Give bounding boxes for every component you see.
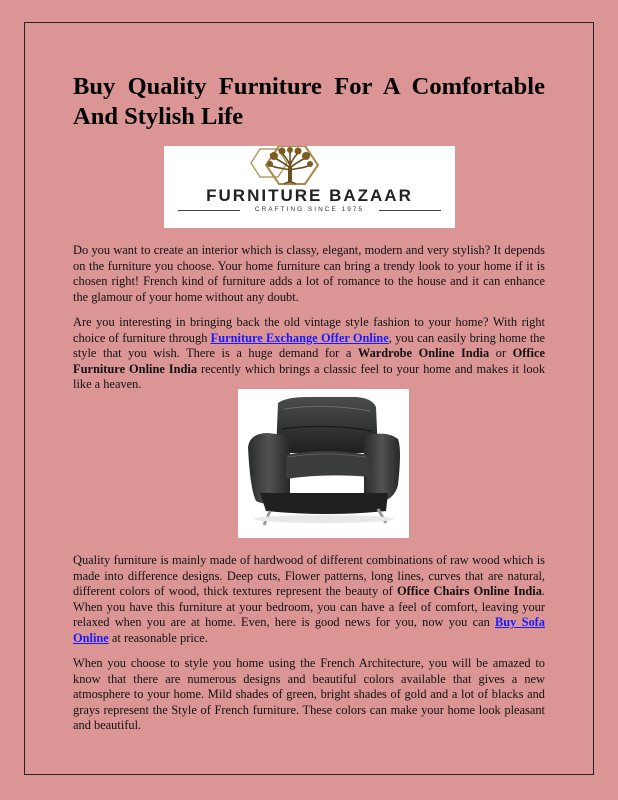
paragraph-vintage: [73, 315, 545, 393]
link-furniture-exchange-offer[interactable]: Furniture Exchange Offer Online: [210, 330, 389, 345]
paragraph-quality: [73, 553, 545, 647]
article-title: Buy Quality Furniture For A Comfortable And Stylish Life: [73, 73, 545, 130]
paragraph-intro: Do you want to create an interior which is classy, elegant, modern and very stylish? It depends on the furniture you choose. Your home furniture can bring a trendy look to your home if it is chosen right! French kind of furniture adds a lot of romance to the house and it can enhance the glamour of your home without any doubt.: [73, 243, 545, 304]
paragraph-french-style: When you choose to style you home using the French Architecture, you will be amazed to know that there are numerous designs and beautiful colors available that gives a new atmosphere to your home. Mild shades of green, bright shades of gold and a lot of blacks and grays represent the Style of French furniture. These colors can make your home look pleasant and beautiful.: [73, 656, 545, 733]
logo-wordmark: FURNITURE BAZAAR: [206, 186, 413, 205]
p2-bold-wardrobe: Wardrobe Online India: [357, 346, 490, 361]
p2-bold-office-furniture: Office Furniture Online India: [73, 346, 545, 376]
furniture-bazaar-logo: [164, 146, 455, 228]
logo-divider-right: [379, 210, 441, 211]
p2-text-2: , you can easily bring home the style that you wish. There is a huge demand for a: [73, 330, 545, 361]
article: [73, 72, 545, 132]
link-buy-sofa-online[interactable]: Buy Sofa Online: [73, 615, 545, 645]
p3-bold-office-chairs: Office Chairs Online India: [396, 584, 542, 599]
p3-text-2: . When you have this furniture at your bedroom, you can have a feel of comfort, leaving your relaxed when you are at home. Even, here is good news for you, now you can: [73, 584, 545, 630]
p2-text-4: recently which brings a classic feel to your home and makes it look like a heaven.: [73, 361, 546, 392]
p2-text-3: or: [489, 346, 513, 361]
p3-text-3: at reasonable price.: [108, 630, 208, 645]
p2-text-1: Are you interesting in bringing back the old vintage style fashion to your home? With right choice of furniture through: [73, 315, 545, 345]
armchair-icon: [238, 389, 409, 538]
p3-text-1: Quality furniture is mainly made of hardwood of different combinations of raw wood which is made into difference designs. Deep cuts, Flower patterns, long lines, curves that are natural, different colors of wood, thick textures represent the beauty of: [73, 553, 545, 599]
armchair-image: [238, 389, 409, 538]
logo-tagline: CRAFTING SINCE 1975: [254, 206, 365, 213]
